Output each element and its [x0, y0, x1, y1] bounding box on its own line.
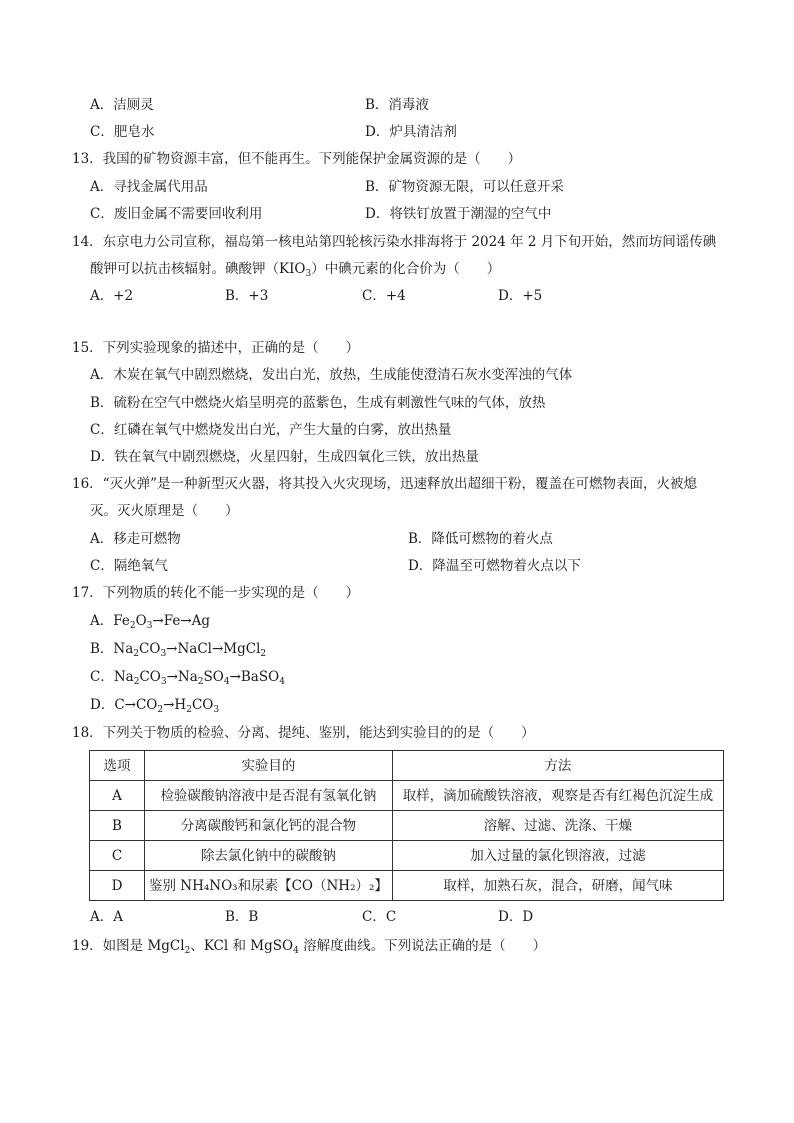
formula-text: CO: [139, 669, 161, 685]
subscript: 4: [279, 677, 285, 687]
q18-option-d: D．D: [498, 909, 534, 925]
subscript: 2: [157, 705, 164, 715]
q12-option-a: A．洁厕灵: [90, 97, 154, 113]
table-cell: 加入过量的氯化钡溶液，过滤: [392, 841, 723, 871]
subscript: 3: [160, 649, 167, 659]
q15-option-c: C．红磷在氧气中燃烧发出白光，产生大量的白雾，放出热量: [90, 422, 452, 438]
option-label: C．: [90, 669, 114, 685]
subscript: 3: [146, 621, 153, 631]
q17-option-d: [90, 696, 219, 714]
q14-option-a: A．+2: [90, 288, 134, 304]
q18-option-a: A．A: [90, 909, 123, 925]
formula-text: SO: [203, 669, 224, 685]
q16-option-b: B．降低可燃物的着火点: [408, 531, 553, 547]
q13-stem: 13．我国的矿物资源丰富，但不能再生。下列能保护金属资源的是（ ）: [72, 151, 522, 167]
q15-option-d: D．铁在氧气中剧烈燃烧，火星四射，生成四氧化三铁，放出热量: [90, 449, 479, 465]
table-cell: 取样，加熟石灰，混合，研磨，闻气味: [392, 871, 723, 901]
table-cell: A: [90, 781, 145, 811]
formula-text: CO: [191, 697, 214, 713]
q15-option-a: A．木炭在氧气中剧烈燃烧，发出白光，放热，生成能使澄清石灰水变浑浊的气体: [90, 367, 573, 383]
subscript: 2: [133, 677, 140, 687]
subscript: 2: [186, 705, 192, 715]
table-cell: 分离碳酸钙和氯化钙的混合物: [145, 811, 393, 841]
table-cell: 溶解、过滤、洗涤、干燥: [392, 811, 723, 841]
q16-option-a: A．移走可燃物: [90, 531, 181, 547]
formula-text: 19．如图是 MgCl: [72, 938, 185, 954]
table-cell: D: [90, 871, 145, 901]
q16-option-c: C．隔绝氧气: [90, 558, 168, 574]
q18-stem: 18．下列关于物质的检验、分离、提纯、鉴别，能达到实验目的的是（ ）: [72, 725, 535, 741]
subscript: 3: [213, 705, 220, 715]
q14-option-d: D．+5: [498, 288, 543, 304]
subscript: 2: [184, 946, 191, 956]
table-header-cell: 实验目的: [145, 751, 393, 781]
q16-stem-line2: 灭。灭火原理是（ ）: [90, 503, 239, 519]
q14-stem-line2: [90, 260, 500, 278]
subscript: 2: [133, 649, 140, 659]
q14-stem-line2-post: ）中碘元素的化合价为（ ）: [311, 261, 501, 277]
q14-stem-line2-pre: 酸钾可以抗击核辐射。碘酸钾（KIO: [90, 261, 306, 277]
q12-option-c: C．肥皂水: [90, 124, 155, 140]
q14-option-b: B．+3: [225, 288, 269, 304]
formula-text: Na: [113, 669, 134, 685]
q14-stem-line2-sub: 3: [305, 269, 312, 279]
subscript: 4: [223, 677, 230, 687]
subscript: 2: [129, 621, 136, 631]
option-label: A．: [90, 613, 114, 629]
q19-stem: [72, 937, 546, 955]
formula-text: →Na: [166, 669, 198, 685]
table-row: [90, 871, 724, 901]
formula-text: →BaSO: [229, 669, 280, 685]
formula-text: →Fe→Ag: [152, 613, 211, 629]
q16-stem-line1: 16．“灭火弹”是一种新型灭火器，将其投入火灾现场，迅速释放出超细干粉，覆盖在可燃物表面，火被熄: [72, 476, 697, 492]
table-header-cell: 方法: [392, 751, 723, 781]
formula-text: C→CO: [114, 697, 158, 713]
q13-option-c: C．废旧金属不需要回收利用: [90, 206, 263, 222]
q17-option-a: [90, 612, 210, 630]
formula-text: →NaCl→MgCl: [166, 641, 261, 657]
table-row: [90, 841, 724, 871]
option-label: D．: [90, 697, 115, 713]
q17-option-b: [90, 640, 266, 658]
subscript: 3: [160, 677, 167, 687]
subscript: 2: [260, 649, 267, 659]
subscript: 4: [293, 946, 299, 956]
option-label: B．: [90, 641, 114, 657]
table-cell: 鉴别 NH₄NO₃和尿素【CO（NH₂）₂】: [145, 871, 393, 901]
q17-option-c: [90, 668, 285, 686]
table-header-row: [90, 751, 724, 781]
table-cell: C: [90, 841, 145, 871]
table-cell: B: [90, 811, 145, 841]
q15-option-b: B．硫粉在空气中燃烧火焰呈明亮的蓝紫色，生成有刺激性气味的气体，放热: [90, 395, 546, 411]
table-cell: 检验碳酸钠溶液中是否混有氢氧化钠: [145, 781, 393, 811]
q14-option-c: C．+4: [362, 288, 406, 304]
q12-option-d: D．炉具清洁剂: [365, 124, 457, 140]
q13-option-d: D．将铁钉放置于潮湿的空气中: [365, 206, 552, 222]
q18-table: [89, 750, 724, 901]
q15-stem: 15．下列实验现象的描述中，正确的是（ ）: [72, 340, 360, 356]
q14-stem-line1: 14．东京电力公司宣称，福岛第一核电站第四轮核污染水排海将于 2024 年 2 月下旬开始，然而坊间谣传碘: [72, 234, 717, 250]
formula-text: →H: [163, 697, 187, 713]
q13-option-a: A．寻找金属代用品: [90, 179, 208, 195]
formula-text: 溶解度曲线。下列说法正确的是（ ）: [298, 938, 547, 954]
q12-option-b: B．消毒液: [365, 97, 429, 113]
q18-option-b: B．B: [225, 909, 259, 925]
table-row: [90, 811, 724, 841]
q18-option-c: C．C: [362, 909, 397, 925]
table-header-cell: 选项: [90, 751, 145, 781]
q17-stem: 17．下列物质的转化不能一步实现的是（ ）: [72, 585, 360, 601]
table-cell: 取样，滴加硫酸铁溶液，观察是否有红褐色沉淀生成: [392, 781, 723, 811]
table-cell: 除去氯化钠中的碳酸钠: [145, 841, 393, 871]
table-row: [90, 781, 724, 811]
formula-text: Na: [113, 641, 134, 657]
formula-text: O: [135, 613, 147, 629]
q16-option-d: D．降温至可燃物着火点以下: [408, 558, 581, 574]
q13-option-b: B．矿物资源无限，可以任意开采: [365, 179, 564, 195]
subscript: 2: [197, 677, 204, 687]
formula-text: Fe: [113, 613, 130, 629]
formula-text: CO: [139, 641, 161, 657]
formula-text: 、KCl 和 MgSO: [190, 938, 294, 954]
